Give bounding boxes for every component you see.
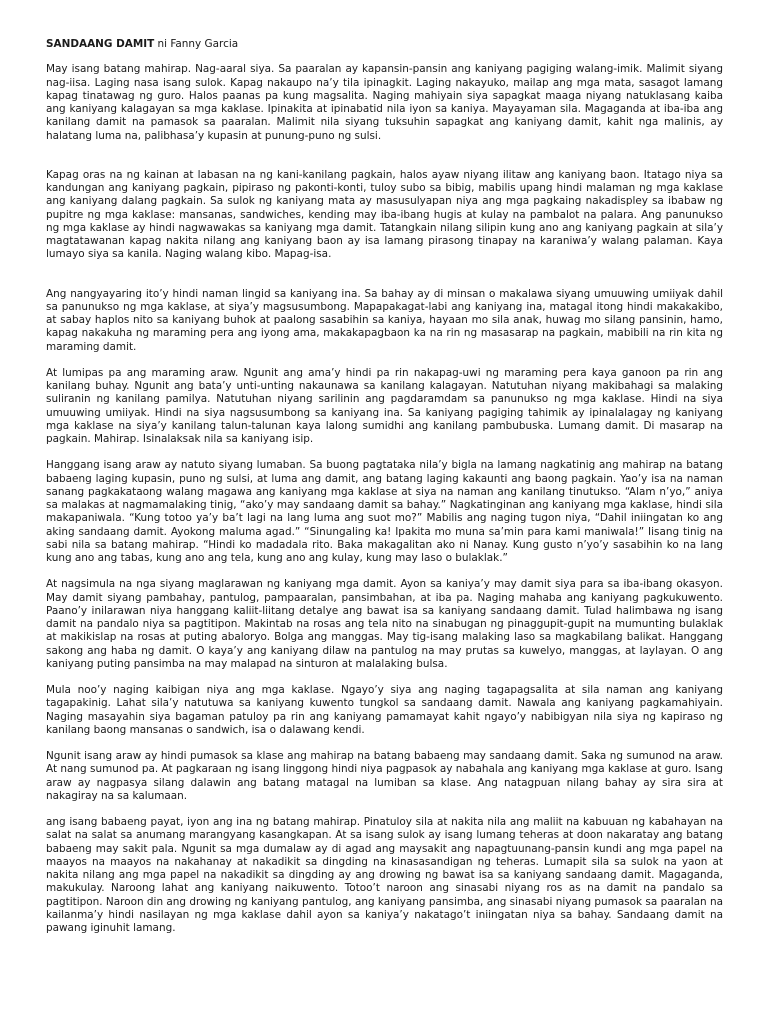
story-paragraph-7: Mula noo’y naging kaibigan niya ang mga kaklase. Ngayo’y siya ang naging tagapagsalita at sila naman ang kaniyang tagapakinig. Lahat sila’y natutuwa sa kaniyang kuwento tungkol sa sandaang damit. Nawala ang kaniyang pagkamahiyain. Naging masayahin siya bagaman patuloy pa rin ang kaniyang pamamayat kahit ngayo’y nabibigyan nila siya ng kapiraso ng kanilang baong mansanas o sandwich, isa o dalawang kendi.	[46, 684, 723, 736]
title-line	[46, 38, 723, 51]
story-paragraph-9: ang isang babaeng payat, iyon ang ina ng batang mahirap. Pinatuloy sila at nakita nila ang maliit na kabuuan ng kabahayan na salat na salat sa anumang marangyang kasangkapan. At sa isang sulok ay isang lumang teheras at doon nakaratay ang batang babaeng may sakit pala. Ngunit sa mga dumalaw ay di agad ang maysakit ang napagtuunang-pansin kundi ang mga papel na maayos na maayos na nakahanay at nakadikit sa dingding na kinasasandigan ng teheras. Lumapit sila sa sulok na yaon at nakita nilang ang mga papel na nakadikit sa dingding ay ang drowing ng bawat isa sa kaniyang sandaang damit. Magaganda, makukulay. Naroong lahat ang kaniyang naikuwento. Totoo’t naroon ang sinasabi niyang ros as na damit na pandalo sa pagtitipon. Naroon din ang drowing ng kaniyang pantulog, ang kaniyang pansimba, ang sinasabi niyang pumasok sa paaralan na kailanma’y hindi nasilayan ng mga kaklase dahil ayon sa kaniya’y nakatago’t iniingatan niya sa bahay. Sandaang damit na pawang iginuhit lamang.	[46, 816, 723, 934]
story-byline: ni Fanny Garcia	[154, 38, 239, 50]
story-paragraph-3: Ang nangyayaring ito’y hindi naman lingid sa kaniyang ina. Sa bahay ay di minsan o makalawa siyang umuuwing umiiyak dahil sa panunukso ng mga kaklase, at siya’y magsusumbong. Mapapakagat-labi ang kaniyang ina, matagal itong hindi makakakibo, at sabay haplos nito sa kaniyang buhok at paalong sasabihin sa kaniya, hayaan mo sila anak, huwag mo silang pansinin, hamo, kapag nakakuha ng maraming pera ang iyong ama, makakapagbaon ka na rin ng masasarap na pagkain, mabibili na rin kita ng maraming damit.	[46, 287, 723, 353]
story-paragraph-1: May isang batang mahirap. Nag-aaral siya. Sa paaralan ay kapansin-pansin ang kaniyang pagiging walang-imik. Malimit siyang nag-iisa. Laging nasa isang sulok. Kapag nakaupo na’y tila ipinagkit. Laging nakayuko, mailap ang mga mata, sasagot lamang kapag tinatawag ng guro. Halos paanas pa kung magsalita. Naging mahiyain siya sapagkat maaga niyang natuklasang kaiba ang kaniyang kalagayan sa mga kaklase. Ipinakita at ipinabatid nila iyon sa kaniya. Mayayaman sila. Magaganda at iba-iba ang kanilang damit na pamasok sa paaralan. Malimit nila siyang tuksuhin sapagkat ang kaniyang damit, kahit nga malinis, ay halatang luma na, palibhasa’y kupasin at punung-puno ng sulsi.	[46, 63, 723, 142]
story-paragraph-4: At lumipas pa ang maraming araw. Ngunit ang ama’y hindi pa rin nakapag-uwi ng maraming pera kaya ganoon pa rin ang kanilang buhay. Ngunit ang bata’y unti-unting nakaunawa sa kanilang kalagayan. Natutuhan niyang makibahagi sa malaking suliranin ng kanilang pamilya. Natutuhan niyang sarilinin ang pagdaramdam sa panunukso ng mga kaklase. Hindi na siya umuuwing umiiyak. Hindi na siya nagsusumbong sa kaniyang ina. Sa kaniyang pagiging tahimik ay ipinalalagay ng kaniyang mga kaklase na siya’y kanilang talun-talunan kaya lalong sumidhi ang kanilang pambubuska. Lumang damit. Di masarap na pagkain. Mahirap. Isinalaksak nila sa kaniyang isip.	[46, 366, 723, 445]
story-paragraph-8: Ngunit isang araw ay hindi pumasok sa klase ang mahirap na batang babaeng may sandaang damit. Saka ng sumunod na araw. At nang sumunod pa. At pagkaraan ng isang linggong hindi niya pagpasok ay nabahala ang kaniyang mga kaklase at guro. Isang araw ay nagpasya silang dalawin ang batang matagal na lumiban sa klase. Ang natagpuan nilang bahay ay sira sira at nakagiray na sa kalumaan.	[46, 750, 723, 802]
story-paragraph-5: Hanggang isang araw ay natuto siyang lumaban. Sa buong pagtataka nila’y bigla na lamang nagkatinig ang mahirap na batang babaeng laging kupasin, puno ng sulsi, at luma ang damit, ang batang laging kakaunti ang baong pagkain. Yao’y isa na naman sanang pagkakataong walang magawa ang kaniyang mga kaklase at siya na naman ang kanilang tinutukso. “Alam n’yo,” aniya sa malakas at nagmamalaking tinig, “ako’y may sandaang damit sa bahay.” Nagkatinginan ang kaniyang mga kaklase, hindi sila makapaniwala. “Kung totoo ya’y ba’t lagi na lang luma ang suot mo?” Mabilis ang naging tugon niya, “Dahil iniingatan ko ang aking sandaang damit. Ayokong maluma agad.” “Sinungaling ka! Ipakita mo muna sa’min para kami maniwala!” Iisang tinig na sabi nila sa batang mahirap. “Hindi ko madadala rito. Baka makagalitan ako ni Nanay. Kung gusto n’yo’y sasabihin ko na lang kung ano ang tabas, kung ano ang tela, kung ano ang kulay, kung may laso o bulaklak.”	[46, 459, 723, 564]
story-page	[46, 38, 723, 948]
story-title: SANDAANG DAMIT	[46, 38, 155, 50]
story-paragraph-6: At nagsimula na nga siyang maglarawan ng kaniyang mga damit. Ayon sa kaniya’y may damit siya para sa iba-ibang okasyon. May damit siyang pambahay, pantulog, pampaaralan, pansimbahan, at iba pa. Naging mahaba ang kaniyang pagkukuwento. Paano’y inilarawan niya hanggang kaliit-liitang detalye ang bawat isa sa kaniyang sandaang damit. Tulad halimbawa ng isang damit na pandalo niya sa pagtitipon. Makintab na rosas ang tela nito na sinabugan ng pinaggupit-gupit na mumunting bulaklak at makikislap na rosas at puting abaloryo. Bolga ang manggas. May tig-isang malaking laso sa magkabilang balikat. Hanggang sakong ang haba ng damit. O kaya’y ang kaniyang dilaw na pantulog na may prutas sa kuwelyo, manggas, at laylayan. O ang kaniyang puting pansimba na may malapad na sinturon at malalaking bulsa.	[46, 578, 723, 670]
story-paragraph-2: Kapag oras na ng kainan at labasan na ng kani-kanilang pagkain, halos ayaw niyang ilitaw ang kaniyang baon. Itatago niya sa kandungan ang kaniyang pagkain, pipiraso ng pakonti-konti, tuloy subo sa bibig, mabilis upang hindi malaman ng mga kaklase ang kaniyang dalang pagkain. Sa sulok ng kaniyang mata ay masusulyapan niya ang mga pagkaing nakadispley sa ibabaw ng pupitre ng mga kaklase: mansanas, sandwiches, kending may iba-ibang hugis at kulay na pambalot na palara. Ang panunukso ng mga kaklase ay hindi nagwawakas sa kaniyang mga damit. Tatangkain nilang silipin kung ano ang kaniyang pagkain at sila’y magtatawanan kapag nakita nilang ang kaniyang baon ay isa lamang pirasong tinapay na karaniwa’y walang palaman. Kaya lumayo siya sa kanila. Naging walang kibo. Mapag-isa.	[46, 168, 723, 261]
